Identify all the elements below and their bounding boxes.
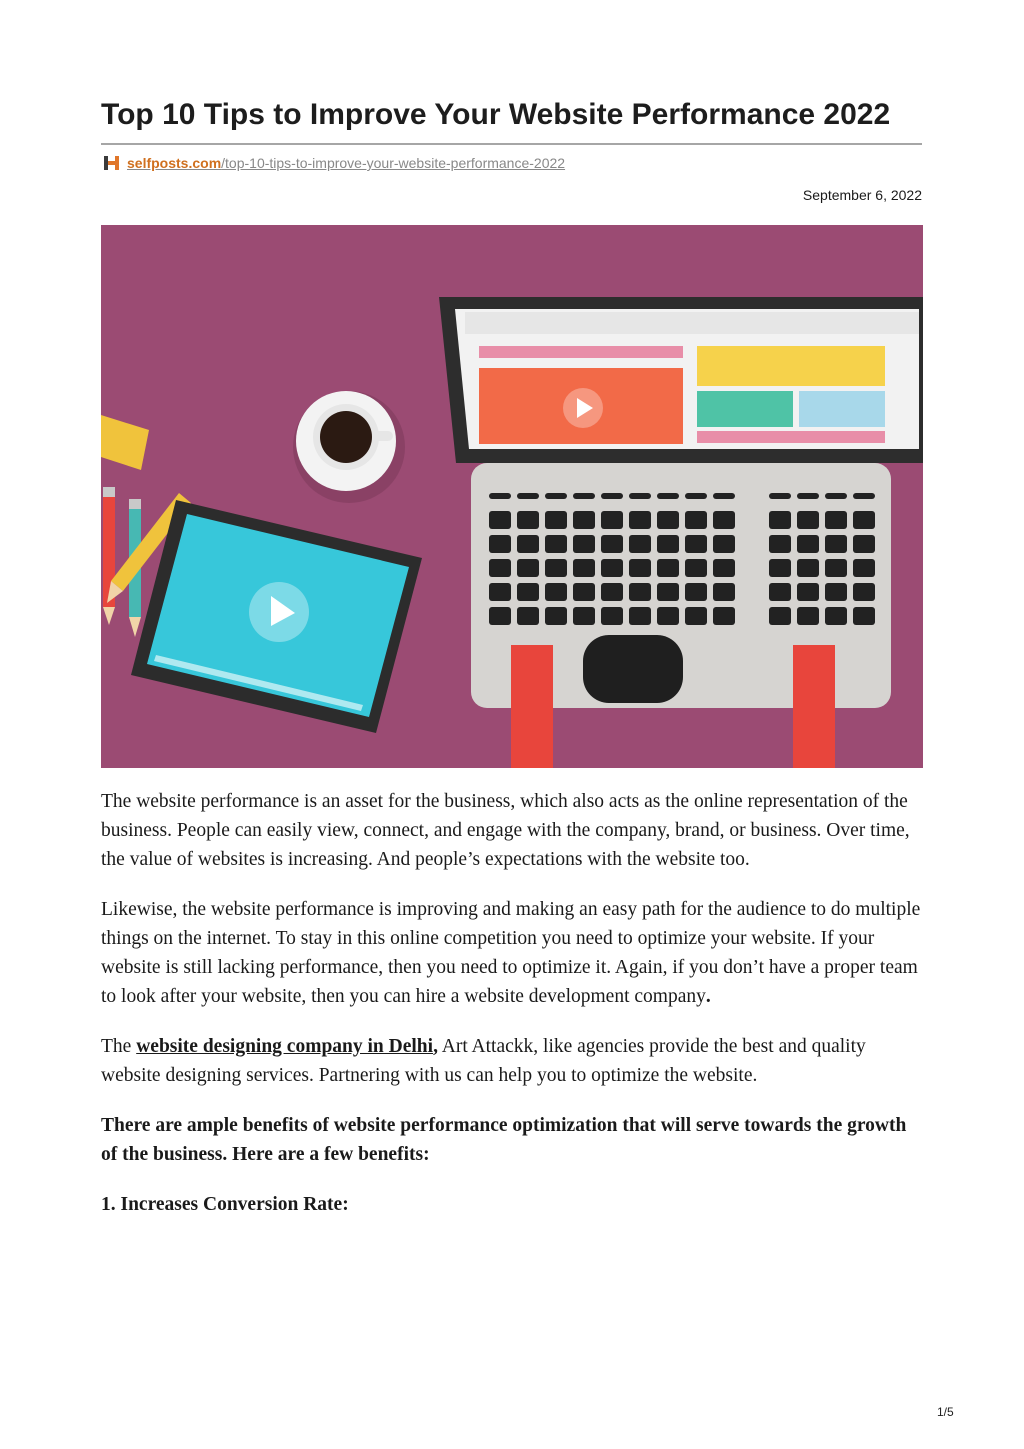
keyboard-key [517,607,539,625]
keyboard-key [797,583,819,601]
keyboard-key [601,607,623,625]
keyboard-key [657,559,679,577]
paragraph-4-bold [101,1111,922,1169]
paragraph-2-text: Likewise, the website performance is improving and making an easy path for the audience to do multiple things on the internet. To stay in this online competition you need to optimize your website. If your website is still lacking performance, then you need to optimize it. Again, if you don’t have a proper team to look after your website, then you can hire a website development company [101,899,921,1007]
keyboard-key [517,559,539,577]
keyboard-key [629,559,651,577]
paragraph-2-end: . [705,986,711,1007]
website-designing-link[interactable]: website designing company in Delhi [136,1036,434,1057]
source-domain: selfposts.com [127,155,222,171]
keyboard-key [825,493,847,499]
keyboard-key [489,559,511,577]
keyboard-key [825,607,847,625]
keyboard-key [769,493,791,499]
keyboard-key [713,535,735,553]
keyboard-key [713,493,735,499]
keyboard-key [685,607,707,625]
hero-illustration [101,225,923,768]
keyboard-key [685,493,707,499]
keyboard-key [629,493,651,499]
keyboard-key [769,511,791,529]
title-divider [101,143,922,145]
keyboard-key [825,559,847,577]
keyboard-key [601,559,623,577]
keyboard-key [573,511,595,529]
keyboard-key [685,511,707,529]
keyboard-key [797,535,819,553]
article-body [101,787,922,1240]
keyboard-key [545,493,567,499]
keyboard-key [797,607,819,625]
keyboard-key [853,559,875,577]
keyboard-key [489,583,511,601]
paragraph-4-text: There are ample benefits of website performance optimization that will serve towards the growth of the business. Here are a few benefits: [101,1115,907,1165]
keyboard-key [545,535,567,553]
keyboard-key [601,535,623,553]
laptop-icon [439,297,923,768]
paragraph-3-start: The [101,1036,137,1057]
keyboard-key [517,511,539,529]
page-number: 1/5 [937,1405,954,1419]
keyboard-key [685,559,707,577]
keyboard-key [853,511,875,529]
keyboard-key [517,493,539,499]
site-logo-icon [103,154,121,172]
keyboard-key [769,583,791,601]
keyboard-key [629,583,651,601]
keyboard-key [545,559,567,577]
keyboard-key [573,607,595,625]
keyboard-key [601,583,623,601]
keyboard-key [573,559,595,577]
source-path: /top-10-tips-to-improve-your-website-performance-2022 [221,155,566,171]
keyboard-key [657,535,679,553]
keyboard-key [825,535,847,553]
keyboard-key [853,583,875,601]
keyboard-key [797,511,819,529]
keyboard-key [769,607,791,625]
keyboard-key [489,535,511,553]
keyboard-key [601,511,623,529]
keyboard-key [713,607,735,625]
keyboard-key [657,583,679,601]
keyboard-key [713,511,735,529]
paragraph-1: The website performance is an asset for the business, which also acts as the online representation of the business. People can easily view, connect, and engage with the company, brand, or business. Over time, the value of websites is increasing. And people’s expectations with the website too. [101,791,910,870]
keyboard-key [657,493,679,499]
source-link[interactable] [127,153,565,173]
keyboard-key [489,607,511,625]
keyboard-key [797,559,819,577]
keyboard-key [685,583,707,601]
keyboard-key [629,511,651,529]
keyboard-key [685,535,707,553]
article-title: Top 10 Tips to Improve Your Website Performance 2022 [101,98,891,131]
keyboard-key [545,607,567,625]
keyboard-key [573,493,595,499]
keyboard-key [853,535,875,553]
keyboard-key [517,535,539,553]
keyboard-key [825,583,847,601]
keyboard-key [517,583,539,601]
paragraph-2 [101,895,922,1011]
keyboard-key [629,535,651,553]
keyboard-key [573,535,595,553]
section-heading-text: 1. Increases Conversion Rate: [101,1194,349,1215]
keyboard-key [797,493,819,499]
keyboard-key [489,493,511,499]
keyboard-key [545,511,567,529]
keyboard-key [713,583,735,601]
keyboard-key [601,493,623,499]
paragraph-3-rest: Art Attackk, like agencies provide the best and quality website designing services. Partnering with us can help you to optimize the website. [101,1036,866,1086]
coffee-cup-icon [293,391,405,503]
keyboard-key [713,559,735,577]
keyboard-key [853,493,875,499]
keyboard-key [769,559,791,577]
paragraph-3 [101,1032,922,1090]
keyboard-key [489,511,511,529]
keyboard-key [657,607,679,625]
paragraph-3-comma: , [433,1036,438,1057]
section-heading [101,1190,922,1219]
publish-date: September 6, 2022 [802,187,922,203]
keyboard-key [573,583,595,601]
keyboard-key [545,583,567,601]
keyboard-key [853,607,875,625]
keyboard-key [825,511,847,529]
keyboard-key [657,511,679,529]
keyboard-key [769,535,791,553]
keyboard-key [629,607,651,625]
